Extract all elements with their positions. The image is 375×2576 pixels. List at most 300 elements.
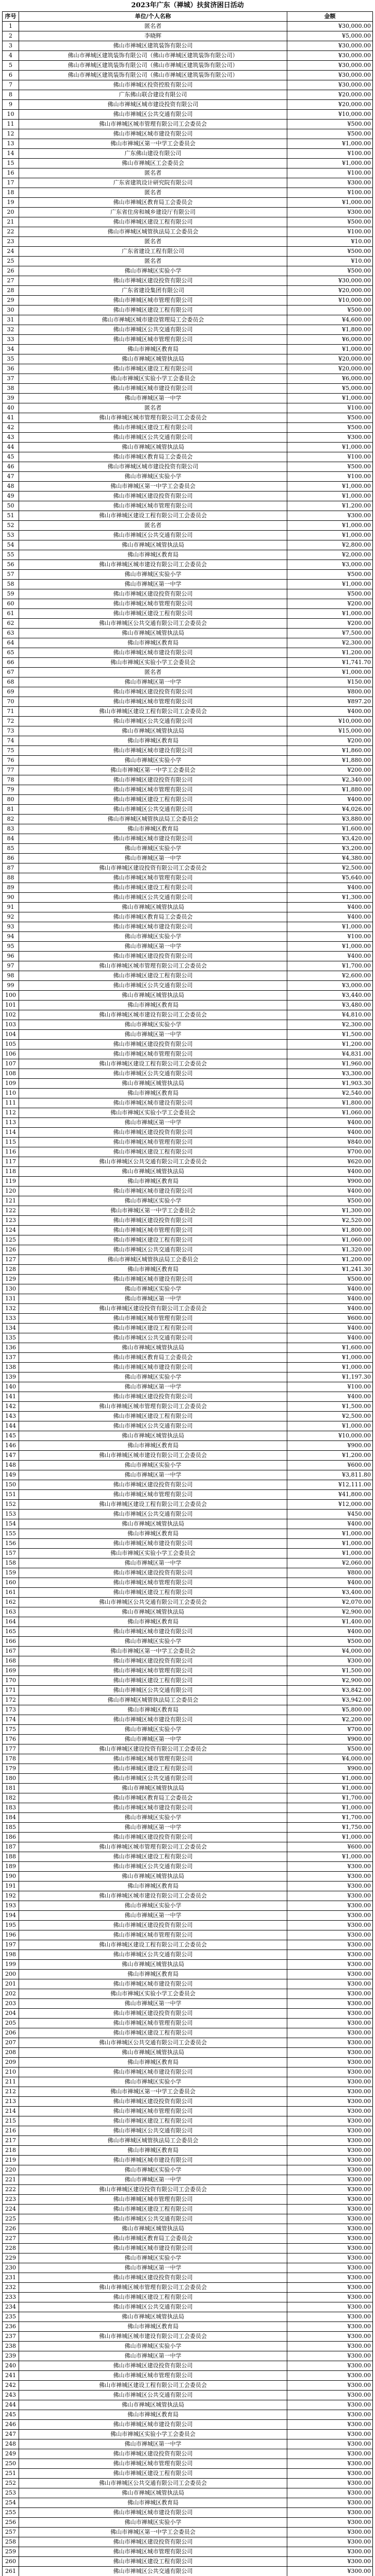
row-name: 佛山市禅城区建设工程有限公司 [19, 2205, 287, 2214]
table-row [3, 2293, 373, 2302]
row-amount: ¥600.00 [287, 1461, 373, 1470]
table-row [3, 1118, 373, 1128]
row-index: 101 [3, 1001, 19, 1010]
row-name: 佛山市禅城区城市建设有限公司工会委员会 [19, 1010, 287, 1020]
row-amount: ¥30,000.00 [287, 61, 373, 71]
row-name: 佛山市禅城区建设工程有限公司工会委员会 [19, 1940, 287, 1950]
row-amount: ¥1,600.00 [287, 1343, 373, 1353]
row-name: 佛山市禅城区教育局 [19, 1529, 287, 1539]
table-row [3, 1862, 373, 1872]
row-index: 29 [3, 296, 19, 306]
row-name: 佛山市禅城区城市管理有限公司 [19, 501, 287, 511]
row-amount: ¥897.20 [287, 697, 373, 707]
row-name: 佛山市禅城区建设工程有限公司 [19, 306, 287, 315]
row-name: 匿名者 [19, 403, 287, 413]
row-name: 匿名者 [19, 237, 287, 247]
row-index: 241 [3, 2371, 19, 2381]
row-index: 6 [3, 71, 19, 80]
table-row [3, 1666, 373, 1676]
table-row [3, 952, 373, 961]
table-row [3, 1852, 373, 1862]
row-name: 匿名者 [19, 257, 287, 266]
row-amount: ¥500.00 [287, 306, 373, 315]
row-amount: ¥1,741.70 [287, 658, 373, 668]
row-name: 佛山市禅城区建设工程有限公司 [19, 1764, 287, 1774]
row-amount: ¥1,200.00 [287, 1040, 373, 1049]
row-amount: ¥1,060.00 [287, 1235, 373, 1245]
table-row [3, 599, 373, 609]
row-amount: ¥1,000.00 [287, 1363, 373, 1372]
row-name: 佛山市禅城区教育局 [19, 1089, 287, 1098]
row-amount: ¥100.00 [287, 188, 373, 198]
row-index: 76 [3, 756, 19, 766]
row-name: 佛山市禅城区城管执法局 [19, 2312, 287, 2322]
row-amount: ¥500.00 [287, 570, 373, 580]
table-row [3, 815, 373, 824]
table-row [3, 1872, 373, 1882]
row-index: 181 [3, 1784, 19, 1793]
row-index: 112 [3, 1108, 19, 1118]
table-row [3, 354, 373, 364]
row-index: 185 [3, 1823, 19, 1833]
row-amount: ¥1,700.00 [287, 1813, 373, 1823]
row-index: 22 [3, 227, 19, 237]
row-amount: ¥500.00 [287, 423, 373, 433]
row-name: 佛山市禅城区第一中学 [19, 677, 287, 687]
row-amount: ¥1,800.00 [287, 1226, 373, 1235]
row-amount: ¥4,000.00 [287, 1754, 373, 1764]
row-name: 佛山市禅城区实验小学 [19, 1901, 287, 1911]
row-index: 65 [3, 648, 19, 658]
row-amount: ¥10,000.00 [287, 110, 373, 120]
table-row [3, 1275, 373, 1284]
table-row [3, 1431, 373, 1441]
row-amount: ¥700.00 [287, 1725, 373, 1735]
row-name: 佛山市禅城区城市建设有限公司 [19, 2508, 287, 2518]
row-index: 256 [3, 2518, 19, 2528]
row-index: 3 [3, 41, 19, 51]
row-amount: ¥300.00 [287, 2528, 373, 2537]
row-index: 154 [3, 1519, 19, 1529]
table-row [3, 1842, 373, 1852]
row-index: 164 [3, 1617, 19, 1627]
row-index: 7 [3, 80, 19, 90]
row-index: 41 [3, 413, 19, 423]
row-amount: ¥300.00 [287, 2459, 373, 2469]
row-index: 123 [3, 1216, 19, 1226]
row-index: 188 [3, 1852, 19, 1862]
row-index: 104 [3, 1030, 19, 1040]
row-name: 佛山市禅城区建设工程有限公司 [19, 883, 287, 893]
row-name: 佛山市禅城区建筑装饰有限公司（佛山市禅城区建筑装饰有限公司） [19, 51, 287, 61]
row-amount: ¥2,500.00 [287, 863, 373, 873]
row-name: 佛山市禅城区建设投资有限公司工会委员会 [19, 1744, 287, 1754]
row-name: 佛山市禅城区城市建设有限公司 [19, 2420, 287, 2430]
row-name: 佛山市禅城区教育局工会委员会 [19, 198, 287, 208]
row-name: 佛山市禅城区公共交通有限公司 [19, 1862, 287, 1872]
row-name: 佛山市禅城区公共交通有限公司 [19, 717, 287, 726]
table-row [3, 315, 373, 325]
row-name: 佛山市禅城区第一中学 [19, 2439, 287, 2449]
table-row [3, 1392, 373, 1402]
row-name: 广东省住房和城乡建设厅有限公司 [19, 208, 287, 217]
row-index: 165 [3, 1627, 19, 1637]
table-row [3, 188, 373, 198]
row-amount: ¥4,810.00 [287, 1010, 373, 1020]
table-row [3, 2479, 373, 2488]
table-row [3, 589, 373, 599]
row-index: 126 [3, 1245, 19, 1255]
row-amount: ¥1,000.00 [287, 492, 373, 501]
row-name: 佛山市禅城区城市建设有限公司 [19, 384, 287, 394]
row-amount: ¥300.00 [287, 2185, 373, 2195]
row-name: 佛山市禅城区公共交通有限公司 [19, 981, 287, 991]
row-name: 佛山市禅城区实验小学 [19, 1461, 287, 1470]
row-name: 佛山市禅城区公共交通有限公司工会委员会 [19, 2479, 287, 2488]
table-row [3, 1001, 373, 1010]
row-index: 27 [3, 276, 19, 286]
row-amount: ¥30,000.00 [287, 41, 373, 51]
row-index: 159 [3, 1568, 19, 1578]
row-index: 259 [3, 2547, 19, 2557]
row-amount: ¥1,000.00 [287, 159, 373, 168]
row-name: 佛山市禅城区教育局 [19, 1001, 287, 1010]
row-index: 186 [3, 1833, 19, 1842]
row-name: 佛山市禅城区教育局 [19, 2146, 287, 2156]
row-amount: ¥300.00 [287, 2498, 373, 2508]
row-index: 166 [3, 1637, 19, 1647]
row-amount: ¥400.00 [287, 1324, 373, 1333]
row-index: 206 [3, 2028, 19, 2038]
table-row [3, 403, 373, 413]
row-name: 匿名者 [19, 668, 287, 677]
table-row [3, 2420, 373, 2430]
row-name: 佛山市禅城区实验小学工会委员会 [19, 374, 287, 384]
table-row [3, 1803, 373, 1813]
row-index: 193 [3, 1901, 19, 1911]
table-row [3, 2371, 373, 2381]
row-amount: ¥400.00 [287, 1284, 373, 1294]
table-row [3, 863, 373, 873]
row-name: 佛山市禅城区城管执法局工会委员会 [19, 1255, 287, 1265]
row-name: 佛山市禅城区城市管理有限公司 [19, 1049, 287, 1059]
row-name: 佛山市禅城区建设投资有限公司 [19, 1128, 287, 1138]
row-amount: ¥300.00 [287, 2019, 373, 2028]
row-index: 140 [3, 1382, 19, 1392]
row-name: 佛山市禅城区建设工程有限公司 [19, 1147, 287, 1157]
row-amount: ¥300.00 [287, 2567, 373, 2576]
table-row [3, 41, 373, 51]
row-name: 佛山市禅城区公共交通有限公司 [19, 1245, 287, 1255]
table-row [3, 1206, 373, 1216]
row-name: 佛山市禅城区公共交通有限公司 [19, 433, 287, 443]
row-name: 佛山市禅城区城市管理有限公司 [19, 1666, 287, 1676]
table-row [3, 2205, 373, 2214]
table-row [3, 1793, 373, 1803]
row-name: 佛山市禅城区建设工程有限公司 [19, 2293, 287, 2302]
row-amount: ¥3,400.00 [287, 1588, 373, 1598]
row-name: 佛山市禅城区城市管理有限公司 [19, 2019, 287, 2028]
table-row [3, 335, 373, 345]
table-row [3, 1627, 373, 1637]
row-name: 佛山市禅城区公共交通有限公司 [19, 1333, 287, 1343]
row-index: 180 [3, 1774, 19, 1784]
row-name: 佛山市禅城区城市管理有限公司 [19, 1930, 287, 1940]
row-amount: ¥3,842.00 [287, 1686, 373, 1696]
row-amount: ¥1,880.00 [287, 756, 373, 766]
row-index: 95 [3, 942, 19, 952]
row-name: 佛山市禅城区第一中学 [19, 1999, 287, 2009]
table-row [3, 2253, 373, 2263]
row-amount: ¥2,300.00 [287, 638, 373, 648]
row-index: 217 [3, 2136, 19, 2146]
row-index: 249 [3, 2449, 19, 2459]
row-name: 佛山市禅城区公共交通有限公司 [19, 1510, 287, 1519]
row-amount: ¥4,380.00 [287, 854, 373, 863]
row-index: 32 [3, 325, 19, 335]
row-name: 佛山市禅城区公共交通有限公司 [19, 1069, 287, 1079]
row-index: 195 [3, 1921, 19, 1930]
table-row [3, 1226, 373, 1235]
table-row [3, 893, 373, 903]
table-row [3, 1108, 373, 1118]
row-index: 122 [3, 1206, 19, 1216]
row-name: 佛山市禅城区城市建设有限公司 [19, 834, 287, 844]
table-row [3, 1363, 373, 1372]
row-amount: ¥900.00 [287, 1441, 373, 1451]
table-row [3, 521, 373, 531]
table-row [3, 266, 373, 276]
table-row [3, 2234, 373, 2244]
row-amount: ¥2,200.00 [287, 1715, 373, 1725]
table-row [3, 1147, 373, 1157]
row-amount: ¥1,700.00 [287, 1793, 373, 1803]
table-row [3, 1970, 373, 1979]
row-name: 佛山市禅城区建设投资有限公司 [19, 276, 287, 286]
row-amount: ¥1,800.00 [287, 1098, 373, 1108]
row-amount: ¥300.00 [287, 2009, 373, 2019]
table-row [3, 100, 373, 110]
row-name: 佛山市禅城区公共交通有限公司 [19, 805, 287, 815]
table-row [3, 511, 373, 521]
row-name: 佛山市禅城区城市建设有限公司 [19, 922, 287, 932]
table-row [3, 1265, 373, 1275]
row-index: 81 [3, 805, 19, 815]
row-name: 佛山市禅城区城市建设有限公司工会委员会 [19, 1891, 287, 1901]
table-row [3, 1607, 373, 1617]
row-index: 227 [3, 2234, 19, 2244]
row-name: 佛山市禅城区公共交通有限公司 [19, 2567, 287, 2576]
row-index: 67 [3, 668, 19, 677]
row-amount: ¥500.00 [287, 1275, 373, 1284]
row-amount: ¥300.00 [287, 2165, 373, 2175]
table-row [3, 1911, 373, 1921]
row-name: 佛山市禅城区教育局 [19, 1617, 287, 1627]
row-name: 佛山市禅城区建设投资有限公司 [19, 1568, 287, 1578]
row-amount: ¥300.00 [287, 1989, 373, 1999]
row-name: 佛山市禅城区城管执法局 [19, 354, 287, 364]
row-index: 114 [3, 1128, 19, 1138]
table-row [3, 2107, 373, 2116]
table-row [3, 1333, 373, 1343]
table-row [3, 2488, 373, 2498]
row-amount: ¥300.00 [287, 2537, 373, 2547]
row-index: 18 [3, 188, 19, 198]
row-name: 佛山市禅城区城管执法局 [19, 629, 287, 638]
row-amount: ¥20,000.00 [287, 286, 373, 296]
row-name: 佛山市禅城区建设投资有限公司 [19, 1833, 287, 1842]
table-row [3, 550, 373, 560]
row-name: 佛山市禅城区第一中学 [19, 1382, 287, 1392]
row-name: 佛山市禅城区建设投资有限公司 [19, 1480, 287, 1490]
row-index: 4 [3, 51, 19, 61]
row-name: 佛山市禅城区建设工程有限公司 [19, 2116, 287, 2126]
row-amount: ¥600.00 [287, 1314, 373, 1324]
table-row [3, 1930, 373, 1940]
row-amount: ¥300.00 [287, 2449, 373, 2459]
row-name: 佛山市禅城区建筑装饰有限公司（佛山市禅城区建筑装饰有限公司） [19, 61, 287, 71]
row-index: 84 [3, 834, 19, 844]
row-index: 103 [3, 1020, 19, 1030]
row-index: 25 [3, 257, 19, 266]
table-row [3, 1696, 373, 1705]
row-name: 佛山市禅城区第一中学 [19, 1558, 287, 1568]
row-index: 153 [3, 1510, 19, 1519]
row-index: 26 [3, 266, 19, 276]
row-amount: ¥300.00 [287, 2116, 373, 2126]
row-amount: ¥2,800.00 [287, 540, 373, 550]
table-row [3, 1010, 373, 1020]
row-name: 佛山市禅城区第一中学 [19, 1294, 287, 1304]
table-row [3, 2498, 373, 2508]
row-amount: ¥1,400.00 [287, 1617, 373, 1627]
table-row [3, 560, 373, 570]
row-index: 219 [3, 2156, 19, 2165]
row-index: 175 [3, 1725, 19, 1735]
row-index: 212 [3, 2087, 19, 2097]
row-amount: ¥400.00 [287, 1578, 373, 1588]
row-amount: ¥1,000.00 [287, 1529, 373, 1539]
row-amount: ¥1,000.00 [287, 1539, 373, 1549]
table-row [3, 1735, 373, 1744]
row-index: 72 [3, 717, 19, 726]
row-name: 佛山市禅城区第一中学工会委员会 [19, 139, 287, 149]
row-name: 佛山市禅城区公共交通有限公司 [19, 2214, 287, 2224]
row-index: 80 [3, 795, 19, 805]
table-row [3, 1382, 373, 1392]
row-name: 佛山市禅城区第一中学 [19, 1911, 287, 1921]
table-row [3, 687, 373, 697]
row-name: 佛山市禅城区教育局 [19, 1882, 287, 1891]
row-amount: ¥1,000.00 [287, 668, 373, 677]
row-amount: ¥1,000.00 [287, 942, 373, 952]
row-name: 佛山市禅城区公共交通有限公司 [19, 110, 287, 120]
row-index: 182 [3, 1793, 19, 1803]
row-name: 佛山市禅城区建设投资有限公司 [19, 589, 287, 599]
table-row [3, 2009, 373, 2019]
row-name: 佛山市禅城区城管执法局 [19, 1784, 287, 1793]
table-row [3, 834, 373, 844]
row-amount: ¥500.00 [287, 217, 373, 227]
row-index: 116 [3, 1147, 19, 1157]
row-amount: ¥3,200.00 [287, 844, 373, 854]
table-row [3, 139, 373, 149]
row-name: 佛山市禅城区第一中学 [19, 580, 287, 589]
row-amount: ¥900.00 [287, 1735, 373, 1744]
row-index: 146 [3, 1441, 19, 1451]
table-row [3, 746, 373, 756]
row-name: 佛山市禅城区城市管理有限公司工会委员会 [19, 2283, 287, 2293]
table-row [3, 1686, 373, 1696]
row-name: 佛山市禅城区建设工程有限公司 [19, 1324, 287, 1333]
row-amount: ¥400.00 [287, 952, 373, 961]
table-row [3, 726, 373, 736]
table-row [3, 325, 373, 335]
row-index: 239 [3, 2351, 19, 2361]
table-row [3, 1128, 373, 1138]
row-amount: ¥300.00 [287, 2234, 373, 2244]
table-row [3, 80, 373, 90]
row-name: 佛山市禅城区城市管理有限公司 [19, 1490, 287, 1500]
row-index: 125 [3, 1235, 19, 1245]
table-row [3, 677, 373, 687]
row-name: 佛山市禅城区第一中学 [19, 942, 287, 952]
row-name: 佛山市禅城区城市管理有限公司工会委员会 [19, 1842, 287, 1852]
row-name: 佛山市禅城区教育局工会委员会 [19, 2234, 287, 2244]
row-amount: ¥7,500.00 [287, 629, 373, 638]
table-row [3, 883, 373, 893]
row-amount: ¥400.00 [287, 912, 373, 922]
row-amount: ¥500.00 [287, 1196, 373, 1206]
table-row [3, 2195, 373, 2205]
row-amount: ¥100.00 [287, 168, 373, 178]
row-index: 204 [3, 2009, 19, 2019]
row-name: 佛山市禅城区建筑装饰有限公司 [19, 41, 287, 51]
row-index: 115 [3, 1138, 19, 1147]
row-amount: ¥6,000.00 [287, 335, 373, 345]
row-name: 佛山市禅城区实验小学工会委员会 [19, 1108, 287, 1118]
table-row [3, 394, 373, 403]
row-name: 佛山市禅城区实验小学工会委员会 [19, 1549, 287, 1558]
row-name: 佛山市禅城区城管执法局 [19, 443, 287, 452]
row-name: 佛山市禅城区城管执法局 [19, 1960, 287, 1970]
row-amount: ¥300.00 [287, 2263, 373, 2273]
table-row [3, 766, 373, 775]
row-amount: ¥300.00 [287, 2146, 373, 2156]
row-name: 佛山市禅城区建设工程有限公司 [19, 1676, 287, 1686]
row-amount: ¥5,000.00 [287, 384, 373, 394]
row-amount: ¥400.00 [287, 1294, 373, 1304]
row-index: 225 [3, 2214, 19, 2224]
row-name: 李晓辉 [19, 31, 287, 41]
row-index: 30 [3, 306, 19, 315]
row-amount: ¥300.00 [287, 2400, 373, 2410]
row-amount: ¥800.00 [287, 687, 373, 697]
row-amount: ¥300.00 [287, 2273, 373, 2283]
row-amount: ¥30,000.00 [287, 51, 373, 61]
row-amount: ¥1,500.00 [287, 1030, 373, 1040]
row-index: 215 [3, 2116, 19, 2126]
row-index: 98 [3, 971, 19, 981]
table-header-row [3, 12, 373, 22]
row-name: 佛山市禅城区城市管理有限公司 [19, 2107, 287, 2116]
table-row [3, 922, 373, 932]
row-name: 佛山市禅城区城市管理有限公司 [19, 2547, 287, 2557]
row-name: 佛山市禅城区实验小学 [19, 1284, 287, 1294]
row-amount: ¥300.00 [287, 2361, 373, 2371]
table-row [3, 1461, 373, 1470]
table-row [3, 2126, 373, 2136]
